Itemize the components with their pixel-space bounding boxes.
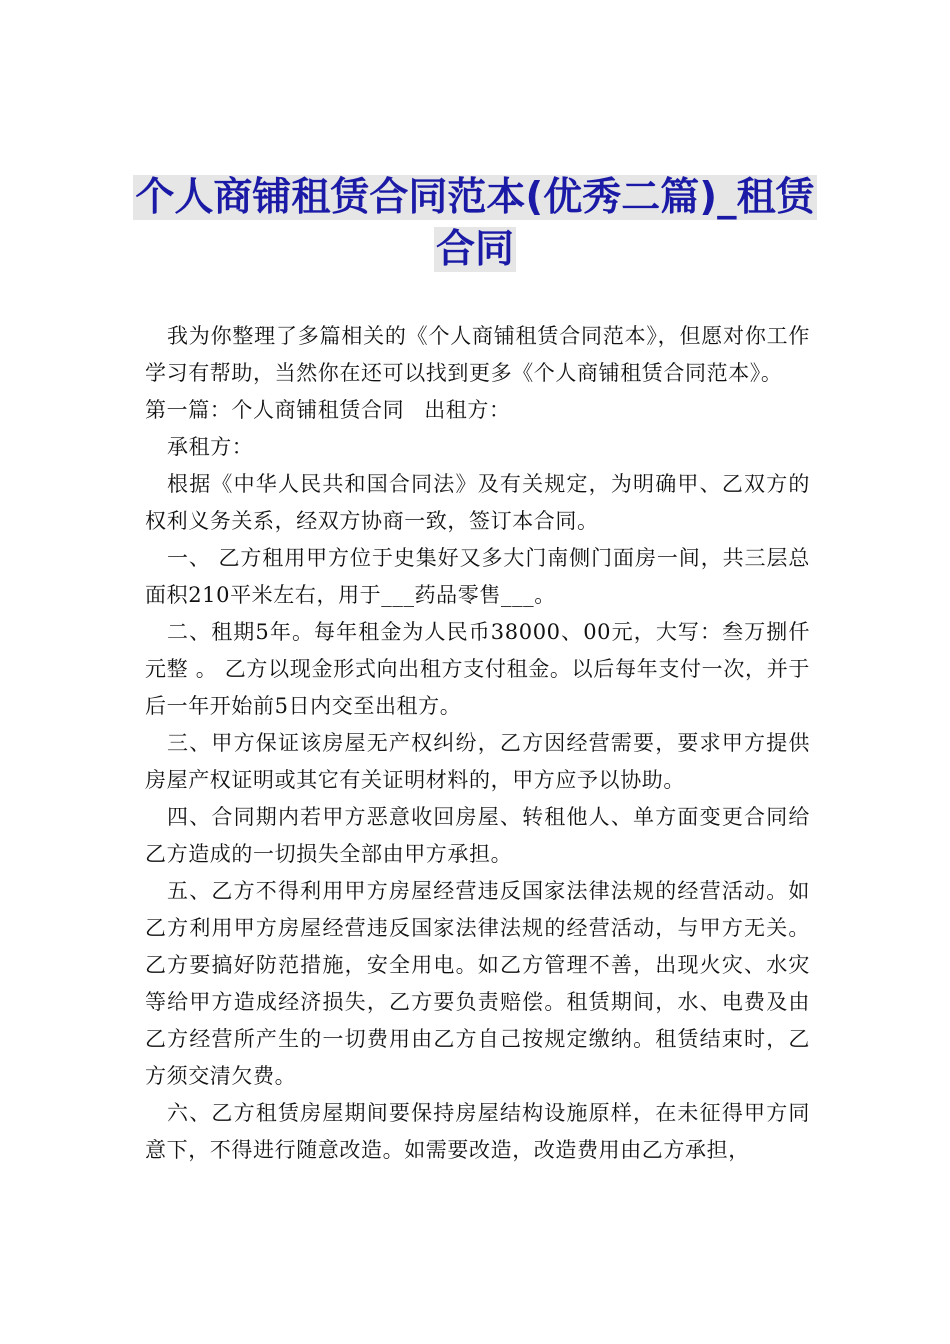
lessor-label: 出租方： bbox=[424, 398, 511, 422]
section-heading-line bbox=[145, 392, 810, 429]
document-title bbox=[120, 172, 830, 276]
clause-paragraph: 六、乙方租赁房屋期间要保持房屋结构设施原样，在未征得甲方同意下，不得进行随意改造。如需要改造，改造费用由乙方承担， bbox=[145, 1101, 810, 1162]
document-title-text: 个人商铺租赁合同范本(优秀二篇)_租赁合同 bbox=[135, 175, 815, 272]
document-body bbox=[145, 318, 810, 1169]
intro-paragraph: 我为你整理了多篇相关的《个人商铺租赁合同范本》，但愿对你工作学习有帮助，当然你在还可以找到更多《个人商铺租赁合同范本》。 bbox=[145, 324, 810, 385]
clause-paragraph: 一、 乙方租用甲方位于史集好又多大门南侧门面房一间，共三层总面积210平米左右，用于___药品零售___。 bbox=[145, 546, 810, 607]
clause-paragraph: 四、合同期内若甲方恶意收回房屋、转租他人、单方面变更合同给乙方造成的一切损失全部由甲方承担。 bbox=[145, 805, 810, 866]
preamble-paragraph: 根据《中华人民共和国合同法》及有关规定，为明确甲、乙双方的权利义务关系，经双方协商一致，签订本合同。 bbox=[145, 472, 810, 533]
clause-paragraph: 五、乙方不得利用甲方房屋经营违反国家法律法规的经营活动。如乙方利用甲方房屋经营违反国家法律法规的经营活动，与甲方无关。乙方要搞好防范措施，安全用电。如乙方管理不善，出现火灾、水灾等给甲方造成经济损失，乙方要负责赔偿。租赁期间，水、电费及由乙方经营所产生的一切费用由乙方自己按规定缴纳。租赁结束时，乙方须交清欠费。 bbox=[145, 879, 810, 1088]
clause-paragraph: 三、甲方保证该房屋无产权纠纷，乙方因经营需要，要求甲方提供房屋产权证明或其它有关证明材料的，甲方应予以协助。 bbox=[145, 731, 810, 792]
section-heading: 第一篇：个人商铺租赁合同 bbox=[145, 398, 405, 422]
lessee-label: 承租方： bbox=[167, 435, 254, 459]
clause-paragraph: 二、租期5年。每年租金为人民币38000、00元，大写：叁万捌仟元整 。 乙方以现金形式向出租方支付租金。以后每年支付一次，并于后一年开始前5日内交至出租方。 bbox=[145, 620, 810, 718]
